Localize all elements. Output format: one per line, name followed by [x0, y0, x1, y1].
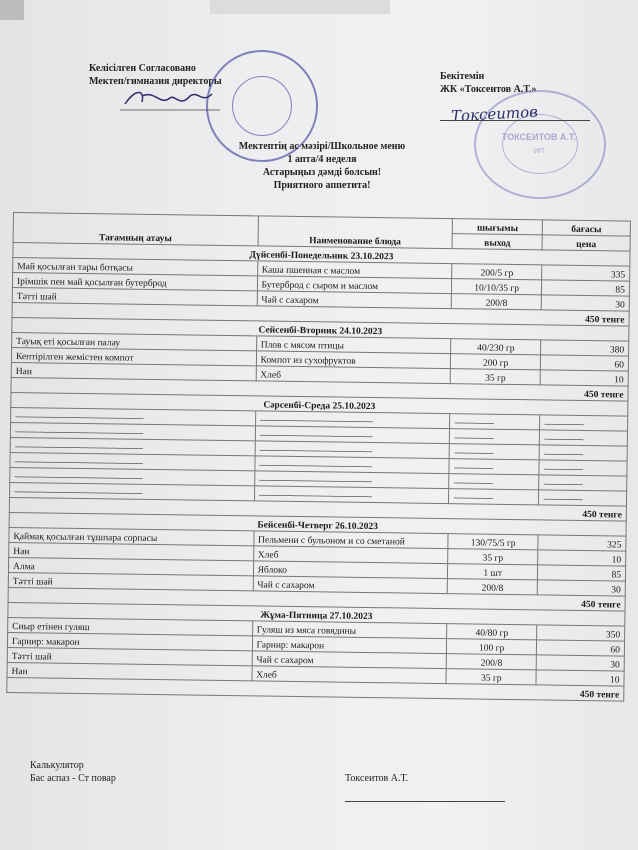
dish-price: 85	[538, 565, 626, 581]
empty-cell: ----------------------------------------------------	[254, 486, 449, 504]
dish-name-ru: Чай с сахаром	[253, 576, 448, 594]
dish-output: 130/75/5 гр	[448, 534, 538, 550]
empty-cell: ------------------	[539, 445, 627, 461]
menu-title	[232, 140, 412, 192]
footer-sign-line	[345, 801, 505, 802]
dish-name-kz: Кептірілген жемістен компот	[11, 347, 256, 365]
empty-cell: ----------------------------------------------------	[255, 441, 450, 459]
dish-price: 380	[541, 340, 629, 356]
dish-output: 200/8	[448, 579, 538, 595]
title-line-3: Астарыңыз дәмді болсын!	[262, 167, 382, 178]
dish-price: 60	[537, 640, 625, 656]
empty-cell: -----------------------------------------------------------	[10, 437, 255, 455]
empty-cell: ------------------	[450, 429, 540, 445]
col-header-ru: Наименование блюда	[258, 216, 453, 249]
director-signature	[120, 84, 230, 114]
day-title: Дүйсенбі-Понедельник 23.10.2023	[13, 243, 630, 267]
dish-output: 100 гр	[447, 639, 537, 655]
dish-output: 1 шт	[448, 564, 538, 580]
empty-cell: -----------------------------------------------------------	[11, 407, 256, 425]
dish-name-kz: Алма	[8, 557, 253, 575]
day-title: Жұма-Пятница 27.10.2023	[8, 602, 625, 626]
dish-output: 10/10/35 гр	[452, 279, 542, 295]
dish-output: 35 гр	[446, 669, 536, 685]
dish-name-kz: Сиыр етінен гуляш	[8, 617, 253, 635]
approval-left-role: Мектеп/гимназия директоры	[89, 76, 222, 87]
title-line-2: 1 апта/4 неделя	[287, 154, 357, 165]
dish-name-ru: Хлеб	[252, 666, 447, 684]
day-title: Бейсенбі-Четверг 26.10.2023	[9, 512, 626, 536]
dish-name-kz: Нан	[7, 662, 252, 680]
empty-cell: ------------------	[539, 460, 627, 476]
dish-price: 325	[538, 535, 626, 551]
empty-cell: ----------------------------------------------------	[254, 456, 449, 474]
approval-right-title: Бекітемін	[440, 71, 485, 82]
dish-price: 10	[540, 370, 628, 386]
footer-calc: Калькулятор	[30, 760, 84, 771]
dish-price: 30	[537, 580, 625, 596]
dish-output: 35 гр	[448, 549, 538, 565]
empty-cell: ------------------	[449, 444, 539, 460]
day-total: 450 тенге	[11, 377, 628, 401]
dish-price: 85	[542, 280, 630, 296]
dish-price: 30	[536, 655, 624, 671]
day-title: Сәрсенбі-Среда 25.10.2023	[11, 392, 628, 416]
dish-output: 35 гр	[450, 369, 540, 385]
empty-cell: -----------------------------------------------------------	[10, 482, 255, 500]
empty-cell: -----------------------------------------------------------	[10, 467, 255, 485]
dish-name-kz: Тәтті шай	[12, 287, 257, 305]
dish-name-ru: Гарнир: макарон	[252, 636, 447, 654]
col-header-out-ru: выход	[452, 234, 542, 250]
dish-name-kz: Ірімшік пен май қосылған бутерброд	[12, 273, 257, 291]
dish-name-ru: Пельмени с бульоном и со сметаной	[253, 531, 448, 549]
col-header-out-kz: шығымы	[453, 219, 543, 235]
dish-price: 60	[540, 355, 628, 371]
dish-name-ru: Бутерброд с сыром и маслом	[257, 276, 452, 294]
dish-price: 350	[537, 625, 625, 641]
empty-cell: -----------------------------------------------------------	[10, 422, 255, 440]
empty-cell: ------------------	[449, 459, 539, 475]
dish-output: 40/230 гр	[451, 339, 541, 355]
approval-left-title: Келісілген Согласовано	[89, 63, 196, 74]
paper-edge	[210, 0, 390, 14]
dish-name-ru: Яблоко	[253, 561, 448, 579]
menu-table	[6, 212, 631, 702]
dish-name-ru: Чай с сахаром	[252, 651, 447, 669]
dish-name-kz: Нан	[9, 542, 254, 560]
empty-cell: ----------------------------------------------------	[255, 411, 450, 429]
approval-right-org: ЖК «Токсеитов А.Т.»	[440, 84, 537, 95]
empty-cell: ------------------	[450, 414, 540, 430]
dish-price: 10	[538, 550, 626, 566]
empty-cell: -----------------------------------------------------------	[10, 452, 255, 470]
title-line-4: Приятного аппетита!	[273, 180, 371, 191]
dish-output: 200/8	[451, 294, 541, 310]
dish-name-kz: Тәтті шай	[7, 647, 252, 665]
dish-name-kz: Қаймақ қосылған тұшпара сорпасы	[9, 527, 254, 545]
title-line-1: Мектептің ас мәзірі/Школьное меню	[238, 141, 406, 152]
stamp-name: ТОКСЕИТОВ А.Т.	[502, 132, 576, 142]
dish-output: 200 гр	[451, 354, 541, 370]
empty-cell: ----------------------------------------------------	[254, 471, 449, 489]
dish-name-ru: Хлеб	[256, 366, 451, 384]
dish-name-ru: Гуляш из мяса говядины	[252, 621, 447, 639]
dish-name-kz: Гарнир: макарон	[7, 632, 252, 650]
sheet-corner	[0, 0, 24, 20]
dish-name-ru: Чай с сахаром	[257, 291, 452, 309]
empty-cell: ------------------	[449, 474, 539, 490]
empty-cell: ------------------	[539, 475, 627, 491]
day-total: 450 тенге	[8, 587, 625, 611]
empty-cell: ----------------------------------------------------	[255, 426, 450, 444]
dish-name-kz: Тәтті шай	[8, 572, 253, 590]
dish-price: 10	[536, 670, 624, 686]
footer-chef: Бас аспаз - Ст повар	[30, 773, 116, 784]
empty-cell: ------------------	[449, 489, 539, 505]
dish-output: 200/8	[446, 654, 536, 670]
stamp-sub: ИП	[534, 148, 545, 155]
dish-price: 335	[542, 265, 630, 281]
dish-name-kz: Май қосылған тары ботқасы	[13, 258, 258, 276]
day-title: Сейсенбі-Вторник 24.10.2023	[12, 317, 629, 341]
supplier-signature: Токсеитов	[450, 102, 539, 126]
dish-price: 30	[541, 295, 629, 311]
dish-name-kz: Нан	[11, 362, 256, 380]
day-total: 450 тенге	[9, 497, 626, 521]
dish-name-ru: Хлеб	[253, 546, 448, 564]
col-header-kz: Тағамның атауы	[13, 213, 258, 246]
empty-cell: ------------------	[540, 415, 628, 431]
signature-line	[440, 120, 590, 121]
day-total: 450 тенге	[7, 677, 624, 701]
day-total: 450 тенге	[12, 302, 629, 326]
dish-output: 40/80 гр	[447, 624, 537, 640]
dish-name-ru: Компот из сухофруктов	[256, 351, 451, 369]
empty-cell: ------------------	[539, 430, 627, 446]
col-header-price-kz: бағасы	[542, 220, 630, 236]
dish-name-kz: Тауық еті қосылған палау	[12, 332, 257, 350]
dish-name-ru: Каша пшенная с маслом	[257, 261, 452, 279]
col-header-price-ru: цена	[542, 235, 630, 251]
empty-cell: ------------------	[539, 490, 627, 506]
dish-output: 200/5 гр	[452, 264, 542, 280]
dish-name-ru: Плов с мясом птицы	[256, 336, 451, 354]
footer-name: Токсеитов А.Т.	[345, 773, 409, 784]
